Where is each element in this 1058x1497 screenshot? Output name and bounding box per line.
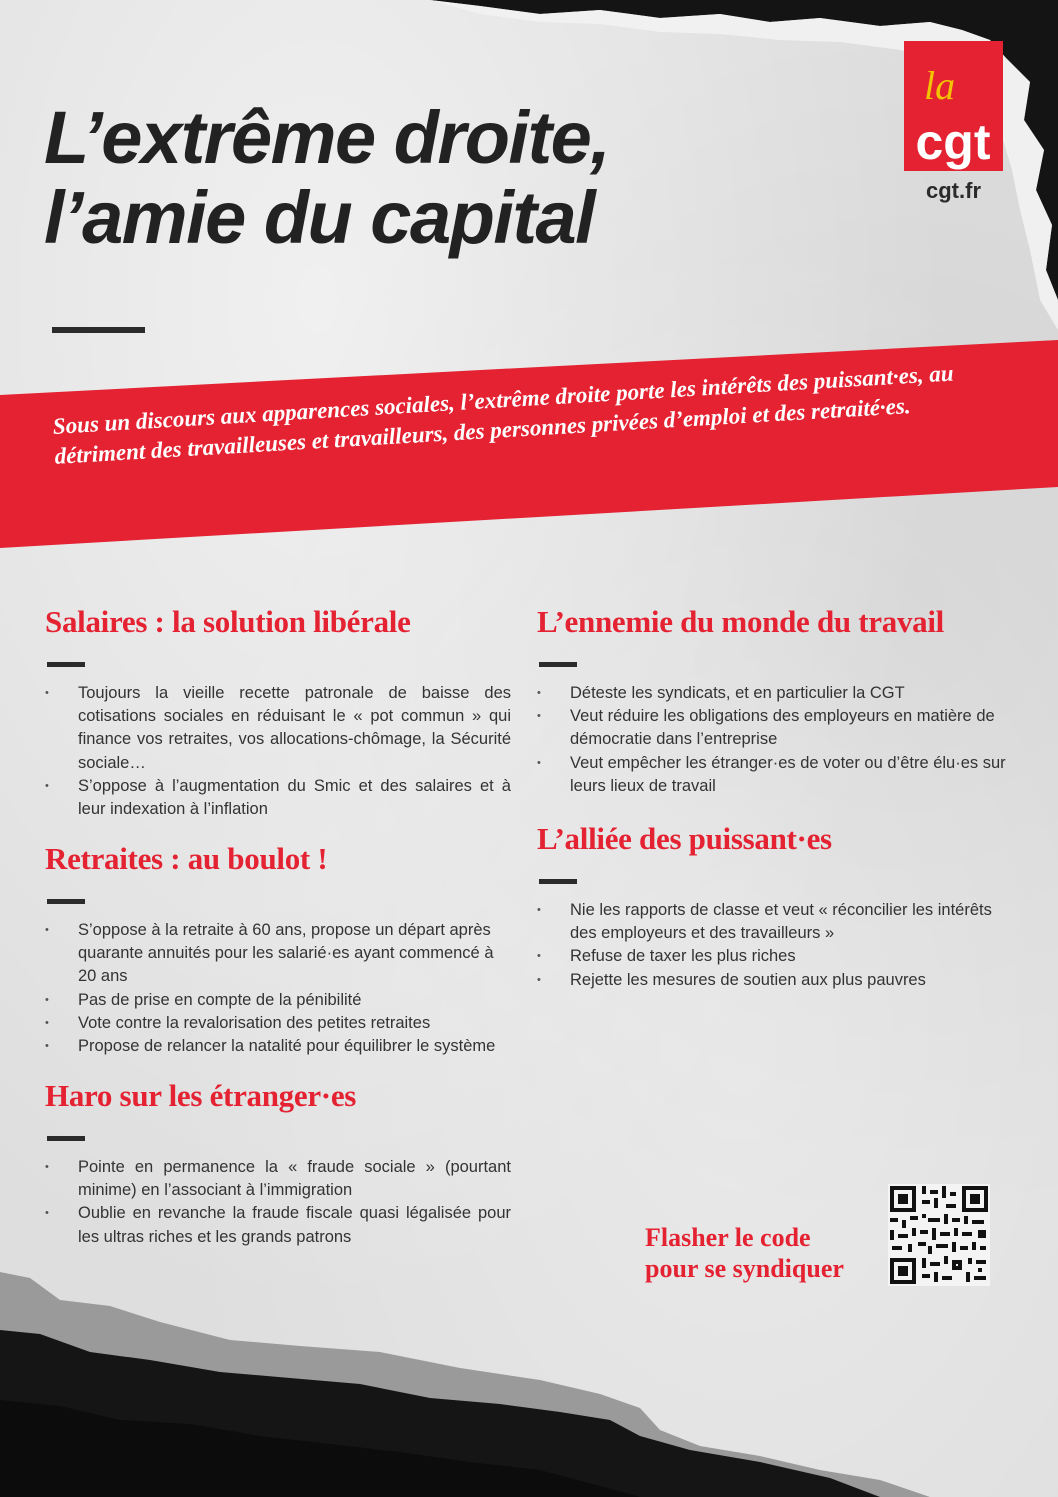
cta-line-2: pour se syndiquer	[645, 1254, 844, 1283]
list-item: • Pointe en permanence la « fraude sociale » (pourtant minime) en l’associant à l’immigration	[45, 1156, 511, 1202]
section-list	[45, 682, 511, 821]
list-item: • Pas de prise en compte de la pénibilité	[45, 989, 515, 1012]
list-item: • Vote contre la revalorisation des petites retraites	[45, 1012, 515, 1035]
list-item: • Toujours la vieille recette patronale de baisse des cotisations sociales en réduisant le « pot commun » qui finance vos retraites, vos allocations-chômage, la Sécurité sociale…	[45, 682, 511, 775]
section-rule	[539, 662, 577, 667]
list-item: • Veut réduire les obligations des employeurs en matière de démocratie dans l’entreprise	[537, 705, 1009, 751]
section-rule	[539, 879, 577, 884]
section-list	[45, 1156, 511, 1249]
section-title: L’ennemie du monde du travail	[537, 604, 944, 639]
list-item: • Déteste les syndicats, et en particulier la CGT	[537, 682, 1009, 705]
svg-text:la: la	[924, 63, 956, 108]
banner-text: Sous un discours aux apparences sociales, l’extrême droite porte les intérêts des puissant·es, au détriment des travailleuses et travailleurs, des personnes privées d’emploi et des retraité·es.	[52, 360, 955, 469]
list-item: • Refuse de taxer les plus riches	[537, 945, 1007, 968]
section-list	[537, 899, 1007, 992]
section-rule	[47, 662, 85, 667]
cta-line-1: Flasher le code	[645, 1223, 811, 1252]
section-list	[45, 919, 515, 1058]
title-line-1: L’extrême droite,	[44, 96, 610, 179]
svg-text:cgt: cgt	[915, 114, 991, 170]
list-item: • Veut empêcher les étranger·es de voter ou d’être élu·es sur leurs lieux de travail	[537, 752, 1009, 798]
section-rule	[47, 899, 85, 904]
list-item: • Oublie en revanche la fraude fiscale quasi légalisée pour les ultras riches et les grands patrons	[45, 1202, 511, 1248]
title-line-2: l’amie du capital	[44, 175, 595, 259]
section-rule	[47, 1136, 85, 1141]
list-item: • Rejette les mesures de soutien aux plus pauvres	[537, 969, 1007, 992]
join-call-to-action	[645, 1222, 875, 1284]
cgt-logo	[904, 41, 1003, 171]
list-item: • S’oppose à la retraite à 60 ans, propose un départ après quarante annuités pour les salarié·es ayant commencé à 20 ans	[45, 919, 515, 989]
title-rule	[52, 327, 145, 333]
section-title: Haro sur les étranger·es	[45, 1078, 357, 1113]
section-title: Retraites : au boulot !	[45, 841, 328, 876]
page-title	[44, 98, 844, 258]
list-item: • S’oppose à l’augmentation du Smic et des salaires et à leur indexation à l’inflation	[45, 775, 511, 821]
section-list	[537, 682, 1009, 798]
section-title: L’alliée des puissant·es	[537, 821, 832, 856]
section-title: Salaires : la solution libérale	[45, 604, 411, 639]
qr-code-icon[interactable]	[888, 1184, 990, 1286]
list-item: • Propose de relancer la natalité pour équilibrer le système	[45, 1035, 515, 1058]
list-item: • Nie les rapports de classe et veut « réconcilier les intérêts des employeurs et des travailleurs »	[537, 899, 1007, 945]
website-url[interactable]: cgt.fr	[926, 178, 981, 203]
